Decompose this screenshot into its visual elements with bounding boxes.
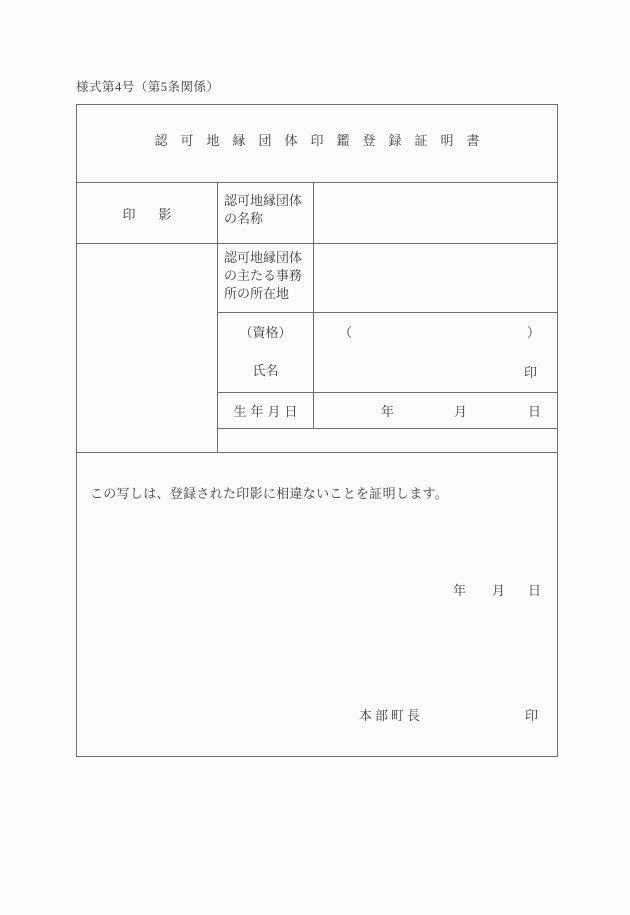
org-name-value-cell <box>314 183 557 243</box>
office-address-label: 認可地縁団体の主たる事務所の所在地 <box>224 250 303 301</box>
issuer-line <box>359 705 538 724</box>
certificate-title-row <box>77 105 557 183</box>
month-label: 月 <box>453 404 467 419</box>
birth-date-value-cell <box>314 393 557 428</box>
month-label: 月 <box>491 583 505 598</box>
org-name-row <box>77 183 557 244</box>
seal-imprint-label: 印影 <box>122 206 195 222</box>
name-seal-line <box>339 362 540 381</box>
paren-close: ） <box>526 325 540 340</box>
birth-date-label: 生年月日 <box>233 404 302 419</box>
certificate-table <box>76 104 558 757</box>
org-name-label: 認可地縁団体の名称 <box>224 193 303 226</box>
birth-date-row <box>218 393 557 429</box>
representative-label-cell <box>218 313 314 392</box>
form-number-label: 様式第4号（第5条関係） <box>76 80 220 94</box>
name-label: 氏名 <box>252 363 279 378</box>
attestation-date-line <box>453 580 541 599</box>
seal-mark: 印 <box>523 365 537 380</box>
org-name-label-cell <box>218 183 314 243</box>
office-address-row <box>218 244 557 313</box>
paren-open: （ <box>339 325 353 340</box>
representative-value-cell <box>314 313 557 392</box>
day-label: 日 <box>527 404 541 419</box>
attestation-statement: この写しは、登録された印影に相違ないことを証明します。 <box>90 486 449 501</box>
issuer-title: 本部町長 <box>358 708 423 723</box>
attestation-section <box>77 453 557 756</box>
certificate-title: 認可地縁団体印鑑登録証明書 <box>154 132 493 148</box>
seal-imprint-area <box>77 244 218 452</box>
office-address-value-cell <box>314 244 557 312</box>
representative-row <box>218 313 557 393</box>
qualification-value-line <box>339 322 540 341</box>
birth-date-label-cell <box>218 393 314 428</box>
seal-mark: 印 <box>524 708 538 723</box>
day-label: 日 <box>527 583 541 598</box>
office-address-label-cell <box>218 244 314 312</box>
detail-rows <box>218 244 557 452</box>
seal-imprint-label-cell <box>77 183 218 243</box>
year-label: 年 <box>452 583 466 598</box>
empty-spacer-row <box>218 429 557 452</box>
detail-section <box>77 244 557 453</box>
qualification-label: （資格） <box>239 325 292 340</box>
year-label: 年 <box>380 404 394 419</box>
